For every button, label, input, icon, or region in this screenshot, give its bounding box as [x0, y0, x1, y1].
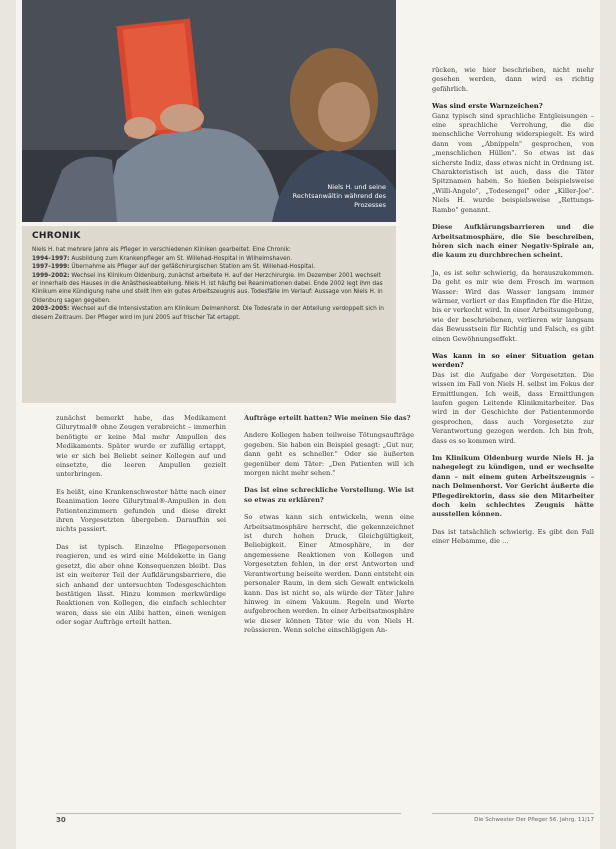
- chronik-year: 1994–1997:: [32, 255, 70, 262]
- article-column-2: [244, 414, 414, 644]
- paragraph: Ja, es ist sehr schwierig, da herauszukommen. Da geht es mir wie dem Frosch im warmen Wasser: Wird das Wasser langsam immer wärmer, verliert er das Empfinden für die Hitze, bis er verkocht wird. In einer Arbeitsumgebung, wie der beschriebenen, verlieren wir langsam das Bewusstsein für Richtig und Falsch, es gibt einen Gewöhnungseffekt.: [432, 268, 594, 343]
- chronik-title: CHRONIK: [32, 231, 81, 241]
- chronik-box: [22, 226, 396, 403]
- page-number: 30: [56, 813, 401, 824]
- chronik-year: 1999–2002:: [32, 272, 70, 279]
- paragraph: So etwas kann sich entwickeln, wenn eine Arbeitsatmosphäre herrscht, die gekennzeichnet ist durch hohen Druck, Gleichgültigkeit, Beliebigkeit. Einer Atmosphäre, in der angemessene Reaktionen von Kollegen und Vorgesetzten fehlen, in der erst Antworten und Verantwortung beiseite werden. Dann entsteht ein personaler Raum, in dem sich Gewalt entwickeln kann. Das ist nicht so, als würde der Täter Jahre hinweg in einem Vakuum. Regeln und Werte aufgebrochen werden. In einer Arbeitsatmosphäre wie dieser können Täter wie du von Niels H. reüssieren. Wenn solche einschlägigen An-: [244, 513, 414, 635]
- chronik-entry: [32, 255, 386, 263]
- paragraph: Ganz typisch sind sprachliche Entgleisungen – eine sprachliche Verrohung, die die menschliche Verrohung widerspiegelt. Es wird dann vom „Abnippeln" gesprochen, von „menschlichen Hüllen". So etwas ist das sicherste Indiz, dass etwas nicht in Ordnung ist. Charakteristisch ist auch, dass die Täter Spitznamen haben. So hießen beispielsweise „Willi-Angelo", „Todesengel" oder „Killer-Joe". Niels H. wurde beispielsweise „Rettungs-Rambo" genannt.: [432, 111, 594, 214]
- chronik-text: Wechsel ins Klinikum Oldenburg, zunächst arbeitete H. auf der Herzchirurgie. Im Dezember 2001 wechselt er innerhalb des Hauses in die Anästhesieabteilung. Niels H. ist häufig bei Reanimationen dabei. Ende 2002 legt ihm das Klinikum eine Kündigung nahe und stellt ihm ein gutes Arbeitszeugnis aus. Todesfälle im Verlauf: Aussage von Niels H. in Oldenburg sagen gegeben.: [32, 272, 383, 304]
- paragraph: Das ist tatsächlich schwierig. Es gibt den Fall einer Hebamme, die ...: [432, 527, 594, 546]
- question-heading: Was sind erste Warnzeichen?: [432, 102, 543, 111]
- chronik-year: 1997–1999:: [32, 264, 70, 271]
- footer-publication: Die Schwester Der Pfleger 56. Jahrg. 11|17: [432, 813, 594, 823]
- article-column-1: [56, 414, 226, 636]
- chronik-text: Ausbildung zum Krankenpfleger am St. Willehad-Hospital in Wilhelmshaven.: [71, 255, 293, 262]
- question: Das ist eine schreckliche Vorstellung. Wie ist so etwas zu erklären?: [244, 486, 414, 504]
- chronik-text: Übernahme als Pfleger auf der gefäßchirurgischen Station am St. Willehad-Hospital.: [71, 264, 316, 271]
- paragraph: zunächst bemerkt habe, das Medikament Gilurytmal® ohne Zeugen verabreicht – immerhin benötigte er keine Mal mehr Ampullen des Medikaments. Später wurde er zufällig ertappt, wie er sich bei Beliebt seiner Kollegen auf und einsetzte, die leeren Ampullen gezielt unterbringen.: [56, 414, 226, 479]
- chronik-entry: [32, 305, 386, 322]
- paragraph: rücken, wie hier beschrieben, nicht mehr gesehen werden, dann wird es richtig gefährlich.: [432, 66, 594, 93]
- chronik-intro: Niels H. hat mehrere Jahre als Pfleger in verschiedenen Kliniken gearbeitet. Eine Chronik:: [32, 247, 291, 254]
- chronik-entry: [32, 272, 386, 306]
- chronik-text: Wechsel auf die Intensivstation am Klinikum Delmenhorst. Die Todesrate in der Abteilung verdoppelt sich in diesem Zeitraum. Der Pfleger wird im Juni 2005 auf frischer Tat ertappt.: [32, 306, 384, 321]
- question-heading: Was kann in so einer Situation getan werden?: [432, 351, 594, 370]
- photo-caption: Niels H. und seine Rechtsanwältin während des Prozesses: [292, 183, 386, 209]
- paragraph: Das ist typisch. Einzelne Pflegepersonen reagieren, und es wird eine Meldekette in Gang gesetzt, die aber ohne Konsequenzen bleibt. Das ist ein weiterer Teil der Aufklärungsbarriere, die sich anhand der untersuchten Todesgeschichten bestätigen lässt. Hinzu kommen merkwürdige Reaktionen von Kollegen, die einfach schlechter waren, dass sie ein Alibi hatten, einen wenigen oder sogar Aufträge erteilt hatten.: [56, 542, 226, 627]
- question: Im Klinikum Oldenburg wurde Niels H. ja nahegelegt zu kündigen, und er wechselte dann – mit einem guten Arbeitszeugnis – nach Delmenhorst. Vor Gericht äußerte die Pflegedirektorin, dass sie den Mitarbeiter doch kein schlechtes Zeugnis hätte ausstellen können.: [432, 454, 594, 519]
- article-column-3: [432, 66, 594, 555]
- paragraph: Das ist die Aufgabe der Vorgesetzten. Die wissen im Fall von Niels H. selbst im Fokus der Ermittlungen. Ich weiß, dass Ermittlungen laufen gegen Leitende Klinikmitarbeiter. Das wird in der Geschichte der Patientenmorde gesprochen, dass auch Vorgesetzte zur Verantwortung gezogen werden. Ich bin froh, dass es so kommen wird.: [432, 370, 594, 445]
- paragraph: Es heißt, eine Krankenschwester hätte nach einer Reanimation leere Gilurytmal®-Ampullen in den Patientenzimmern gefunden und diese direkt ihren Vorgesetzten übergeben. Daraufhin sei nichts passiert.: [56, 487, 226, 534]
- question: Diese Aufklärungsbarrieren und die Arbeitsatmosphäre, die Sie beschreiben, hören sich nach einer Negativ-Spirale an, die kaum zu durchbrechen scheint.: [432, 223, 594, 260]
- chronik-entry: [32, 263, 386, 271]
- court-photo: [22, 0, 396, 222]
- magazine-page: [16, 0, 600, 849]
- chronik-year: 2003–2005:: [32, 306, 70, 313]
- paragraph: Andere Kollegen haben teilweise Tötungsaufträge gegeben. Sie haben ein Beispiel gesagt: „Gut nur, dann geht es schneller." Oder sie äußerten gegenüber dem Täter: „Den Patienten will ich morgen nicht mehr sehen.": [244, 431, 414, 478]
- question: Aufträge erteilt hatten? Wie meinen Sie das?: [244, 414, 411, 422]
